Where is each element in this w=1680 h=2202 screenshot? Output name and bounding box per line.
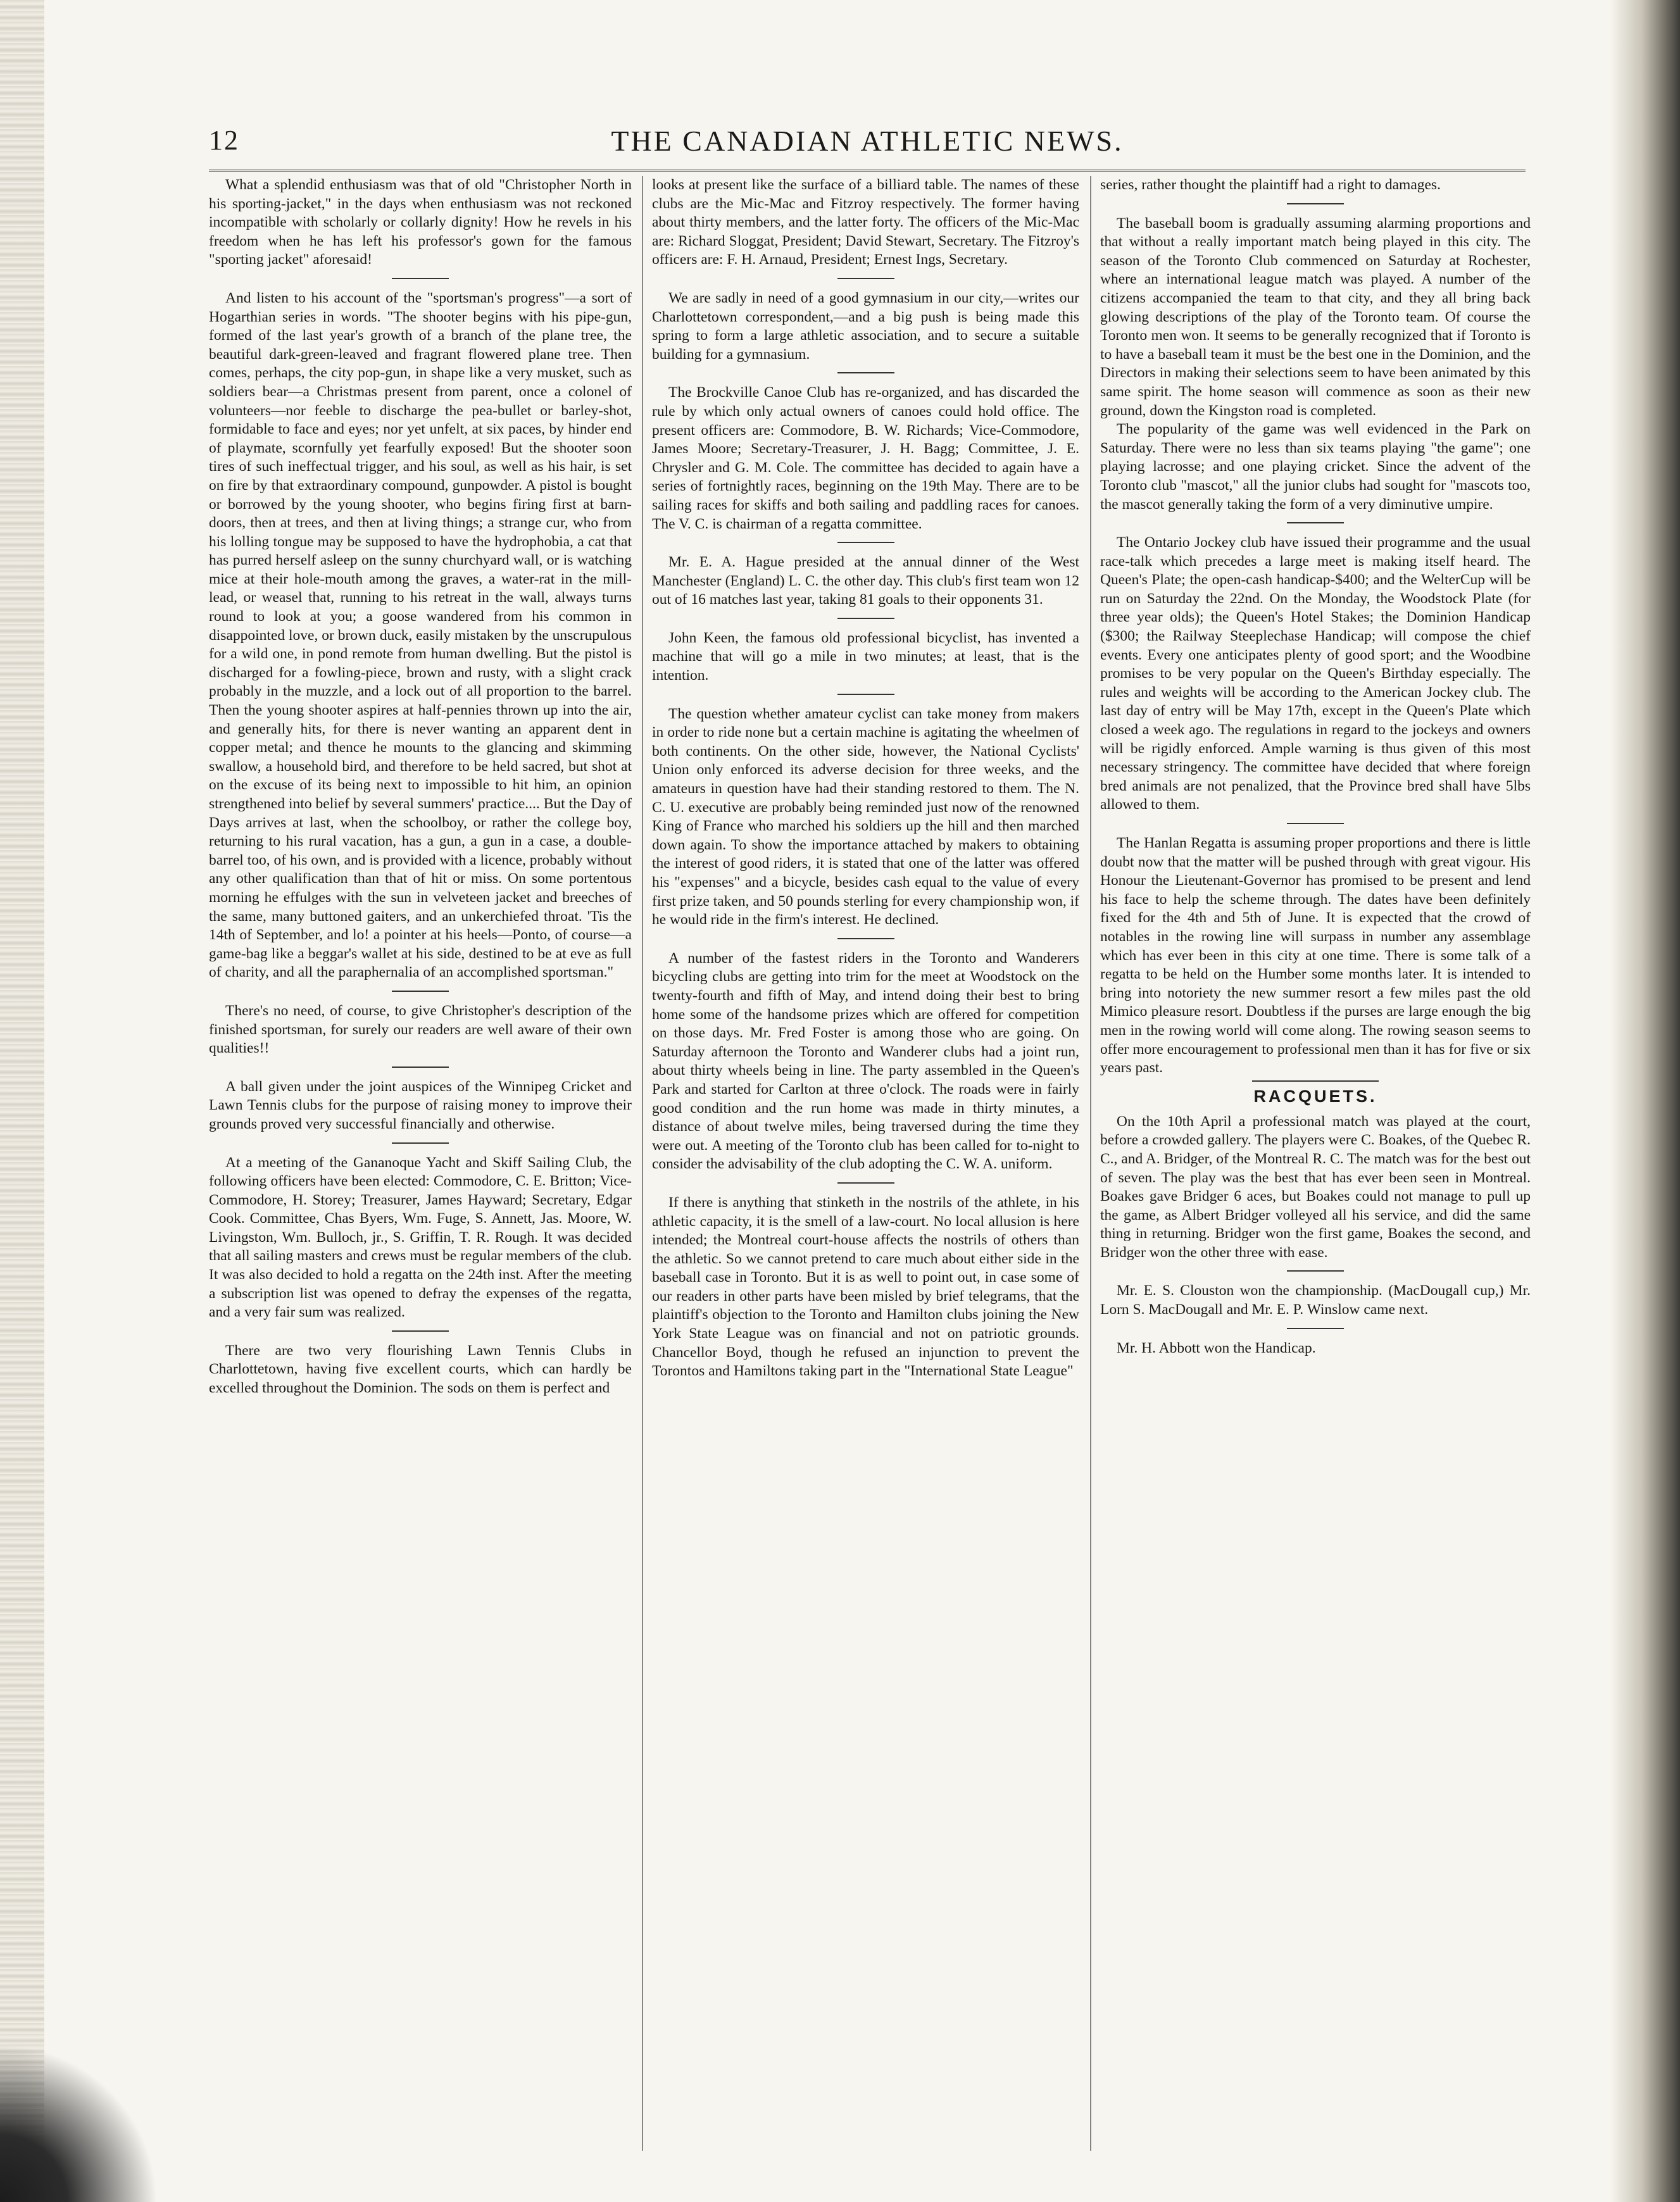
article-separator <box>837 372 894 373</box>
article-paragraph: The Brockville Canoe Club has re-organized, and has discarded the rule by which only actual owners of canoes could hold office. The present officers are: Commodore, B. W. Richards; Vice-Commodore, James Moore; Secretary-Treasurer, J. H. Bagg; Committee, J. E. Chrysler and G. M. Cole. The committee has decided to again have a series of fortnightly races, beginning on the 19th May. There are to be sailing races for skiffs and both sailing and paddling races for canoes. The V. C. is chairman of a regatta committee. <box>652 384 1079 532</box>
article-separator <box>837 542 894 543</box>
article-paragraph: The popularity of the game was well evidenced in the Park on Saturday. There were no less than six teams playing "the game"; one playing lacrosse; and one playing cricket. Since the advent of the Toronto club "mascot," all the junior clubs had sought for "mascots too, the mascot generally taking the form of a very diminutive umpire. <box>1100 421 1531 513</box>
header-rule <box>209 170 1526 172</box>
article-separator <box>392 1067 449 1068</box>
article-paragraph: What a splendid enthusiasm was that of old "Christopher North in his sporting-jacket," in the days when enthusiasm was not reckoned incompatible with scholarly or collarly dignity! How he revels in his freedom when he has left his professor's gown for the famous "sporting jacket" aforesaid! <box>209 177 632 268</box>
column-1 <box>209 176 632 2170</box>
article-paragraph: Mr. E. S. Clouston won the championship. (MacDougall cup,) Mr. Lorn S. MacDougall and Mr. E. P. Winslow came next. <box>1100 1282 1531 1318</box>
article-separator <box>1287 522 1344 523</box>
scan-edge-left <box>0 0 44 2202</box>
article-paragraph: We are sadly in need of a good gymnasium in our city,—writes our Charlottetown correspondent,—and a big push is being made this spring to form a large athletic association, and to secure a suitable building for a gymnasium. <box>652 289 1079 363</box>
article-separator <box>392 1330 449 1332</box>
article-paragraph: looks at present like the surface of a billiard table. The names of these clubs are the Mic-Mac and Fitzroy respectively. The former having about thirty members, and the latter forty. The officers of the Mic-Mac are: Richard Sloggat, President; David Stewart, Secretary. The Fitzroy's officers are: F. H. Arnaud, President; Ernest Ings, Secretary. <box>652 177 1079 268</box>
article-separator <box>837 278 894 279</box>
article-paragraph: Mr. E. A. Hague presided at the annual dinner of the West Manchester (England) L. C. the other day. This club's first team won 12 out of 16 matches last year, taking 81 goals to their opponents 31. <box>652 554 1079 608</box>
article-paragraph: John Keen, the famous old professional bicyclist, has invented a machine that will go a mile in two minutes; at least, that is the intention. <box>652 629 1079 684</box>
article-separator <box>392 991 449 992</box>
masthead-title: THE CANADIAN ATHLETIC NEWS. <box>611 125 1124 157</box>
article-paragraph: There are two very flourishing Lawn Tennis Clubs in Charlottetown, having five excellent courts, which can hardly be excelled throughout the Dominion. The sods on them is perfect and <box>209 1342 632 1397</box>
scan-corner-shadow <box>0 2044 158 2202</box>
article-paragraph: There's no need, of course, to give Christopher's description of the finished sportsman, for surely our readers are well aware of their own qualities!! <box>209 1002 632 1057</box>
scan-edge-right <box>1610 0 1680 2202</box>
article-paragraph: series, rather thought the plaintiff had a right to damages. <box>1100 177 1441 193</box>
article-paragraph: The Ontario Jockey club have issued their programme and the usual race-talk which precedes a large meet is making itself heard. The Queen's Plate; the open-cash handicap-$400; and the WelterCup will be run on Saturday the 22nd. On the Monday, the Woodstock Plate (for three year olds); the Queen's Hotel Stakes; the Dominion Handicap ($300; the Railway Steeplechase Handicap; will compose the chief events. Every one anticipates plenty of good sport; and the Woodbine promises to be very popular on the Queen's Birthday especially. The rules and weights will be according to the American Jockey club. The last day of entry will be May 17th, except in the Queen's Plate which closed a week ago. The regulations in regard to the jockeys and owners will be rigidly enforced. Ample warning is thus given of this most necessary stringency. The committee have decided that where foreign bred animals are not penalized, that the Province bred shall have 5lbs allowed to them. <box>1100 534 1531 813</box>
column-2 <box>652 176 1079 2170</box>
column-3 <box>1100 176 1531 2170</box>
article-separator <box>1287 1328 1344 1329</box>
article-paragraph: At a meeting of the Gananoque Yacht and Skiff Sailing Club, the following officers have been elected: Commodore, C. E. Britton; Vice-Commodore, H. Storey; Treasurer, James Hayward; Secretary, Edgar Cook. Committee, Chas Byers, Wm. Fuge, S. Annett, Jas. Moore, W. Livingston, Wm. Bulloch, jr., S. Griffin, T. R. Rough. It was decided that all sailing masters and crews must be regular members of the club. It was also decided to hold a regatta on the 24th inst. After the meeting a subscription list was opened to defray the expenses of the regatta, and a very fair sum was realized. <box>209 1154 632 1321</box>
article-paragraph: The baseball boom is gradually assuming alarming proportions and that without a really important match being played in this city. The season of the Toronto Club commenced on Saturday at Rochester, where an international league match was played. A number of the citizens accompanied the team to that city, and they all bring back glowing descriptions of the play of the Toronto team. Of course the Toronto men won. It seems to be generally recognized that if Toronto is to have a baseball team it must be the best one in the Dominion, and the Directors in making their selections seem to have been animated by this same spirit. The home season will commence as soon as their new ground, down the Kingston road is completed. <box>1100 215 1531 419</box>
article-paragraph: If there is anything that stinketh in the nostrils of the athlete, in his athletic capacity, it is the smell of a law-court. No local allusion is here intended; the Montreal court-house affects the nostrils of others than the athletic. So we cannot pretend to care much about either side in the baseball case in Toronto. But it is as well to point out, in case some of our readers in other parts have been misled by brief telegrams, that the plaintiff's objection to the Toronto and Hamilton clubs joining the New York State League was on financial and not on patriotic grounds. Chancellor Boyd, though he refused an injunction to prevent the Torontos and Hamiltons taking part in the "International State League" <box>652 1194 1079 1380</box>
page-number: 12 <box>209 125 239 156</box>
article-separator <box>392 1142 449 1144</box>
article-separator <box>1287 823 1344 824</box>
article-paragraph: And listen to his account of the "sportsman's progress"—a sort of Hogarthian series in words. "The shooter begins with his pipe-gun, formed of the last year's growth of a branch of the plane tree, the beautiful dark-green-leaved and fragrant flowered plane tree. Then comes, perhaps, the city pop-gun, in shape like a very musket, such as soldiers bear—a Christmas present from parent, once a colonel of volunteers—nor feeble to discharge the pea-bullet or barley-shot, formidable to face and eyes; nor yet unfelt, at six paces, by hinder end of playmate, scornfully yet fearfully exposed! But the shooter soon tires of such ineffectual trigger, and his soul, as well as his hair, is set on fire by that extraordinary compound, gunpowder. A pistol is bought or borrowed by the young shooter, who begins firing first at barn-doors, then at trees, and then at living things; a strange cur, who from his lolling tongue may be supposed to have the hydrophobia, a cat that has purred herself asleep on the sunny churchyard wall, or is watching mice at their hole-mouth among the graves, a water-rat in the mill-lead, or weasel that, running to his retreat in the wall, always turns round to look at you; a goose wandered from his common in disappointed love, or brown duck, easily mistaken by the unscrupulous for a wild one, in pond remote from human dwelling. But the pistol is discharged for a fowling-piece, brown and rusty, with a slight crack probably in the muzzle, and a lock out of all proportion to the barrel. Then the young shooter aspires at half-pennies thrown up into the air, and generally hits, for there is never wanting an apparent dent in copper metal; and thence he mounts to the glancing and skimming swallow, a household bird, and therefore to be held sacred, but shot at on the excuse of its being next to impossible to hit him, an opinion strengthened into belief by several summers' practice.... But the Day of Days arrives at last, when the schoolboy, or rather the college boy, returning to his rural vacation, has a gun, a gun in a case, a double-barrel too, of his own, and is provided with a licence, probably without any other qualification than that of hit or miss. On some portentous morning he effulges with the sun in velveteen jacket and breeches of the same, many buttoned gaiters, and an unkerchiefed throat. 'Tis the 14th of September, and lo! a pointer at his heels—Ponto, of course—a game-bag like a beggar's wallet at his side, destined to be at eve as full of charity, and all the paraphernalia of an accomplished sportsman." <box>209 289 632 981</box>
article-separator <box>837 938 894 939</box>
article-separator <box>1287 203 1344 204</box>
column-divider <box>1090 176 1091 2151</box>
section-rule <box>1252 1080 1379 1082</box>
article-paragraph: The question whether amateur cyclist can take money from makers in order to ride none but a certain machine is agitating the wheelmen of both continents. On the other side, however, the National Cyclists' Union only enforced its adverse decision for three weeks, and the amateurs in question have had their standing restored to them. The N. C. U. executive are probably being reminded just now of the renowned King of France who marched his soldiers up the hill and then marched down again. To show the importance attached by makers to obtaining the interest of good riders, it is stated that one of the latter was offered his "expenses" and a bicycle, besides cash equal to the value of every first prize taken, and 50 pounds sterling for every championship won, if he would ride in the firm's interest. He declined. <box>652 705 1079 929</box>
column-divider <box>642 176 643 2151</box>
article-paragraph: A ball given under the joint auspices of the Winnipeg Cricket and Lawn Tennis clubs for the purpose of raising money to improve their grounds proved very successful financially and otherwise. <box>209 1078 632 1132</box>
article-paragraph: On the 10th April a professional match was played at the court, before a crowded gallery. The players were C. Boakes, of the Quebec R. C., and A. Bridger, of the Montreal R. C. The match was for the best out of seven. The play was the best that has ever been seen in Montreal. Boakes gave Bridger 6 aces, but Boakes could not manage to pull up the game, as Albert Bridger volleyed all his service, and did the same thing in returning. Bridger won the first game, Boakes the second, and Bridger won the other three with ease. <box>1100 1113 1531 1261</box>
article-paragraph: The Hanlan Regatta is assuming proper proportions and there is little doubt now that the matter will be pushed through with great vigour. His Honour the Lieutenant-Governor has promised to be present and lend his face to help the scheme through. The dates have been definitely fixed for the 4th and 5th of June. It is expected that the crowd of notables in the rowing line will surpass in number any assemblage which has ever been in this city at one time. There is some talk of a regatta to be held on the Humber some months later. It is intended to bring into notoriety the new summer resort a few miles past the old Mimico pleasure resort. Doubtless if the purses are large enough the big men in the rowing world will come along. The rowing season seems to offer more encouragement to professional men than it has for five or six years past. <box>1100 835 1531 1077</box>
article-paragraph: Mr. H. Abbott won the Handicap. <box>1117 1339 1316 1356</box>
article-separator <box>1287 1270 1344 1272</box>
article-separator <box>837 1182 894 1184</box>
article-separator <box>837 694 894 695</box>
article-separator <box>837 618 894 619</box>
section-heading-racquets: RACQUETS. <box>1253 1086 1377 1106</box>
article-separator <box>392 278 449 279</box>
article-paragraph: A number of the fastest riders in the Toronto and Wanderers bicycling clubs are getting into trim for the meet at Woodstock on the twenty-fourth and fifth of May, and intend doing their best to bring home some of the handsome prizes which are offered for competition on those days. Mr. Fred Foster is among those who are going. On Saturday afternoon the Toronto and Wanderer clubs had a joint run, about thirty wheels being in line. The party assembled in the Queen's Park and started for Carlton at three o'clock. The roads were in fairly good condition and the run home was made in thirty minutes, a distance of about twelve miles, being traversed during the time they were out. A meeting of the Toronto club has been called for to-night to consider the advisability of the club adopting the C. W. A. uniform. <box>652 949 1079 1173</box>
page-header <box>209 124 1526 162</box>
